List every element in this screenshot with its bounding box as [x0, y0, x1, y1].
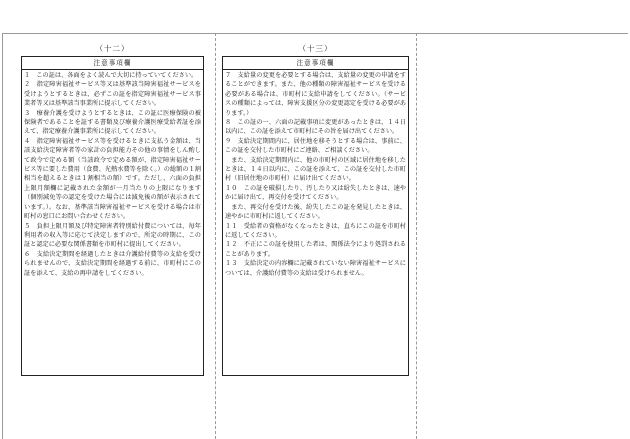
note-item: ４ 指定障害福祉サービス等を受けるときに支払う金額は、当該支給決定障害者等の家計の負担能力その他の事情をしん酌して政令で定める額（当該政令で定める額が、指定障害福祉サービス等に要した費用（食費、光熱水費等を除く。）の総額の１割相当を超えるときは１割相当の額）です。ただし、六面の負担上限月額欄に記載された金額が一月当たりの上限になります（個別減免等の認定を受けた場合には減免後の額が表示されています。）。なお、基準該当障害福祉サービスを受ける場合は市町村の窓口にお問い合わせください。 — [24, 137, 201, 221]
note-item: ８ この証の一、六面の記載事項に変更があったときは、１４日以内に、この証を添えて市町村にその旨を届け出てください。 — [225, 119, 406, 136]
panel-13 — [222, 44, 409, 376]
notes-box — [222, 56, 409, 376]
notes-box — [21, 56, 204, 376]
note-item: ５ 負担上限月額及び特定障害者特別給付費については、毎年利用者の収入等に応じて決定しますので、所定の時期に、この証と認定に必要な関係書類を市町村に提出してください。 — [24, 222, 201, 249]
note-item: ３ 療養介護を受けようとするときは、この証に医療保険の被保険者であることを証する書類及び療養介護医療受給者証を添えて、指定療養介護事業所に提示してください。 — [24, 109, 201, 136]
panel-number: （十三） — [298, 44, 333, 53]
note-item: ９ 支給決定期間内に、居住地を移そうとする場合は、事前に、この証を交付した市町村にご連絡、ご相談ください。 — [225, 137, 406, 155]
note-item: また、支給決定期間内に、他の市町村の区域に居住地を移したときは、１４日以内に、この証を添えて、この証を交付した市町村（旧居住地の市町村）に届け出てください。 — [225, 156, 406, 183]
notes-body — [223, 70, 408, 278]
panel-12 — [21, 44, 204, 376]
notes-header: 注意事項欄 — [223, 57, 408, 70]
note-item: １０ この証を破損したり、汚したり又は紛失したときは、速やかに届け出て、再交付を受けてください。 — [225, 184, 406, 202]
note-item: １２ 不正にこの証を使用した者は、関係法令により処罰されることがあります。 — [225, 241, 406, 258]
notes-body — [22, 70, 203, 278]
note-item: １３ 支給決定の内容欄に記載されていない障害福祉サービスについては、介護給付費等の支給は受けられません。 — [225, 260, 406, 277]
note-item: １ この証は、各面をよく読んで大切に持っていてください。 — [24, 72, 198, 79]
fold-line — [215, 33, 216, 439]
fold-line — [416, 33, 417, 439]
note-item: ６ 支給決定期間を経過したときは介護給付費等の支給を受けられませんので、支給決定期間を経過する前に、市町村にこの証を添えて、支給の再申請をしてください。 — [24, 250, 201, 277]
panel-number: （十二） — [95, 44, 130, 53]
note-item: ２ 指定障害福祉サービス等又は基準該当障害福祉サービスを受けようとするときは、必ずこの証を指定障害福祉サービス事業者等又は基準該当事業所に提示してください。 — [24, 81, 201, 108]
notes-header: 注意事項欄 — [22, 57, 203, 70]
note-item: また、再交付を受けた後、紛失したこの証を発見したときは、速やかに市町村に返してください。 — [225, 203, 406, 221]
note-item: １１ 受給者の資格がなくなったときは、直ちにこの証を市町村に返してください。 — [225, 222, 406, 239]
note-item: ７ 支給量の変更を必要とする場合は、支給量の変更の申請をすることができます。また、他の種類の障害福祉サービスを受ける必要がある場合は、市町村に支給申請をしてください。（サービスの種類によっては、障害支援区分の変更認定を受ける必要があります。） — [225, 72, 406, 117]
